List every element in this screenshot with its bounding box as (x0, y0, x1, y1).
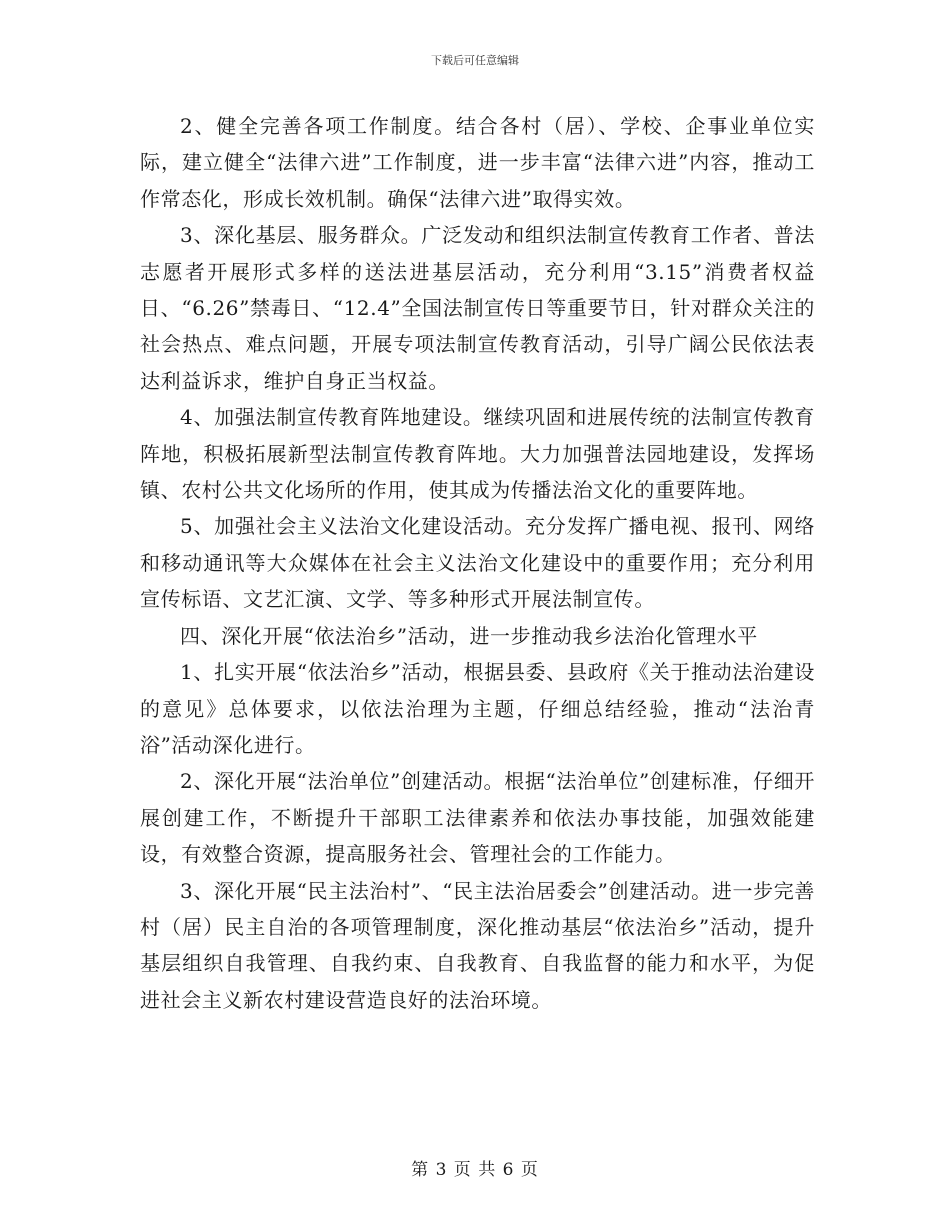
document-body (140, 108, 815, 1018)
paragraph-item-3: 3、深化基层、服务群众。广泛发动和组织法制宣传教育工作者、普法志愿者开展形式多样的送法进基层活动，充分利用“3.15”消费者权益日、“6.26”禁毒日、“12.4”全国法制宣传日等重要节日，针对群众关注的社会热点、难点问题，开展专项法制宣传教育活动，引导广阔公民依法表达利益诉求，维护自身正当权益。 (140, 223, 815, 393)
page-header: 下载后可任意编辑 (431, 54, 519, 67)
paragraph-item-2: 2、健全完善各项工作制度。结合各村（居）、学校、企事业单位实际，建立健全“法律六进”工作制度，进一步丰富“法律六进”内容，推动工作常态化，形成长效机制。确保“法律六进”取得实效。 (140, 114, 815, 211)
paragraph-item-4: 4、加强法制宣传教育阵地建设。继续巩固和进展传统的法制宣传教育阵地，积极拓展新型法制宣传教育阵地。大力加强普法园地建设，发挥场镇、农村公共文化场所的作用，使其成为传播法治文化的重要阵地。 (140, 405, 815, 503)
page-footer: 第 3 页 共 6 页 (411, 1160, 539, 1180)
paragraph-item-3b: 3、深化开展“民主法治村”、“民主法治居委会”创建活动。进一步完善村（居）民主自治的各项管理制度，深化推动基层“依法治乡”活动，提升基层组织自我管理、自我约束、自我教育、自我监督的能力和水平，为促进社会主义新农村建设营造良好的法治环境。 (140, 878, 815, 1012)
paragraph-item-5: 5、加强社会主义法治文化建设活动。充分发挥广播电视、报刊、网络和移动通讯等大众媒体在社会主义法治文化建设中的重要作用；充分利用宣传标语、文艺汇演、文学、等多种形式开展法制宣传。 (140, 514, 815, 612)
paragraph-item-2b: 2、深化开展“法治单位”创建活动。根据“法治单位”创建标准，仔细开展创建工作，不断提升干部职工法律素养和依法办事技能，加强效能建设，有效整合资源，提高服务社会、管理社会的工作能力。 (140, 769, 815, 867)
section-heading-4: 四、深化开展“依法治乡”活动，进一步推动我乡法治化管理水平 (180, 623, 758, 648)
paragraph-item-1: 1、扎实开展“依法治乡”活动，根据县委、县政府《关于推动法治建设的意见》总体要求，以依法治理为主题，仔细总结经验，推动“法治青浴”活动深化进行。 (140, 660, 815, 757)
